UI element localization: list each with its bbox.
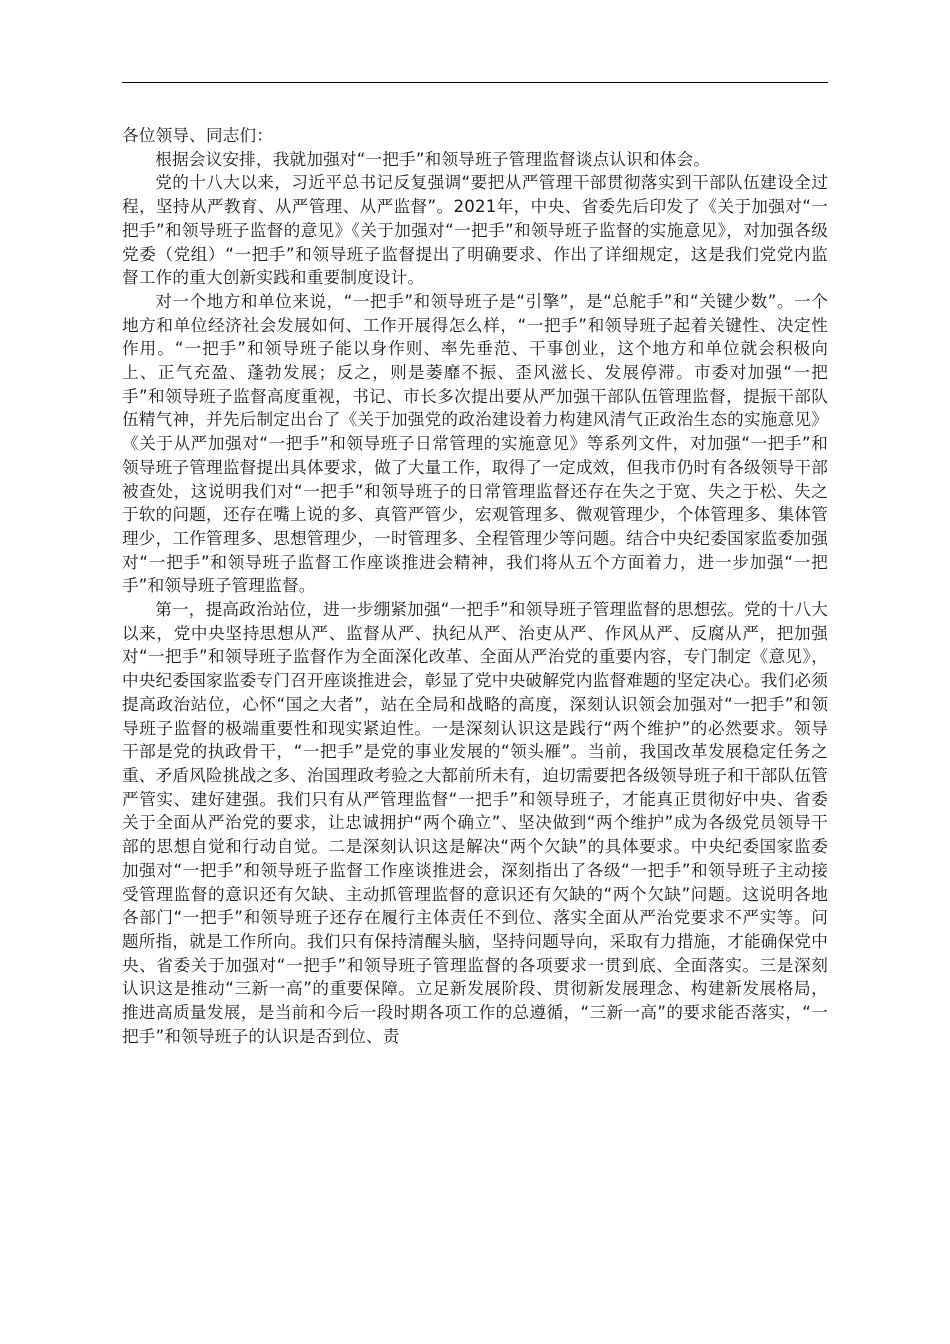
document-body (122, 124, 828, 1048)
paragraph-background: 党的十八大以来，习近平总书记反复强调“要把从严管理干部贯彻落实到干部队伍建设全过程，坚持从严教育、从严管理、从严监督”。2021年，中央、省委先后印发了《关于加强对“一把手”和领导班子监督的意见》《关于加强对“一把手”和领导班子监督的实施意见》，对加强各级党委（党组）“一把手”和领导班子监督提出了明确要求、作出了详细规定，这是我们党党内监督工作的重大创新实践和重要制度设计。 (122, 173, 828, 288)
greeting: 各位领导、同志们： (122, 126, 274, 145)
paragraph-first-point: 第一，提高政治站位，进一步绷紧加强“一把手”和领导班子管理监督的思想弦。党的十八大以来，党中央坚持思想从严、监督从严、执纪从严、治吏从严、作风从严、反腐从严，把加强对“一把手”和领导班子监督作为全面深化改革、全面从严治党的重要内容，专门制定《意见》，中央纪委国家监委专门召开座谈推进会，彰显了党中央破解党内监督难题的坚定决心。我们必须提高政治站位，心怀“国之大者”，站在全局和战略的高度，深刻认识领会加强对“一把手”和领导班子监督的极端重要性和现实紧迫性。一是深刻认识这是践行“两个维护”的必然要求。领导干部是党的执政骨干，“一把手”是党的事业发展的“领头雁”。当前，我国改革发展稳定任务之重、矛盾风险挑战之多、治国理政考验之大都前所未有，迫切需要把各级领导班子和干部队伍管严管实、建好建强。我们只有从严管理监督“一把手”和领导班子，才能真正贯彻好中央、省委关于全面从严治党的要求，让忠诚拥护“两个确立”、坚决做到“两个维护”成为各级党员领导干部的思想自觉和行动自觉。二是深刻认识这是解决“两个欠缺”的具体要求。中央纪委国家监委加强对“一把手”和领导班子监督工作座谈推进会，深刻指出了各级“一把手”和领导班子主动接受管理监督的意识还有欠缺、主动抓管理监督的意识还有欠缺的“两个欠缺”问题。这说明各地各部门“一把手”和领导班子还存在履行主体责任不到位、落实全面从严治党要求不严实等。问题所指，就是工作所向。我们只有保持清醒头脑，坚持问题导向，采取有力措施，才能确保党中央、省委关于加强对“一把手”和领导班子管理监督的各项要求一贯到底、全面落实。三是深刻认识这是推动“三新一高”的重要保障。立足新发展阶段、贯彻新发展理念、构建新发展格局，推进高质量发展，是当前和今后一段时期各项工作的总遵循，“三新一高”的要求能否落实，“一把手”和领导班子的认识是否到位、责 (122, 600, 828, 1046)
paragraph-importance: 对一个地方和单位来说，“一把手”和领导班子是“引擎”，是“总舵手”和“关键少数”。一个地方和单位经济社会发展如何、工作开展得怎么样，“一把手”和领导班子起着关键性、决定性作用。“一把手”和领导班子能以身作则、率先垂范、干事创业，这个地方和单位就会积极向上、正气充盈、蓬勃发展；反之，则是萎靡不振、歪风滋长、发展停滞。市委对加强“一把手”和领导班子监督高度重视，书记、市长多次提出要从严加强干部队伍管理监督，提振干部队伍精气神，并先后制定出台了《关于加强党的政治建设着力构建风清气正政治生态的实施意见》《关于从严加强对“一把手”和领导班子日常管理的实施意见》等系列文件，对加强“一把手”和领导班子管理监督提出具体要求，做了大量工作，取得了一定成效，但我市仍时有各级领导干部被查处，这说明我们对“一把手”和领导班子的日常管理监督还存在失之于宽、失之于松、失之于软的问题，还存在嘴上说的多、真管严管少，宏观管理多、微观管理少，个体管理多、集体管理少，工作管理多、思想管理少，一时管理多、全程管理少等问题。结合中央纪委国家监委加强对“一把手”和领导班子监督工作座谈推进会精神，我们将从五个方面着力，进一步加强“一把手”和领导班子管理监督。 (122, 291, 828, 596)
header-rule (122, 82, 828, 83)
paragraph-intro: 根据会议安排，我就加强对“一把手”和领导班子管理监督谈点认识和体会。 (155, 149, 711, 169)
